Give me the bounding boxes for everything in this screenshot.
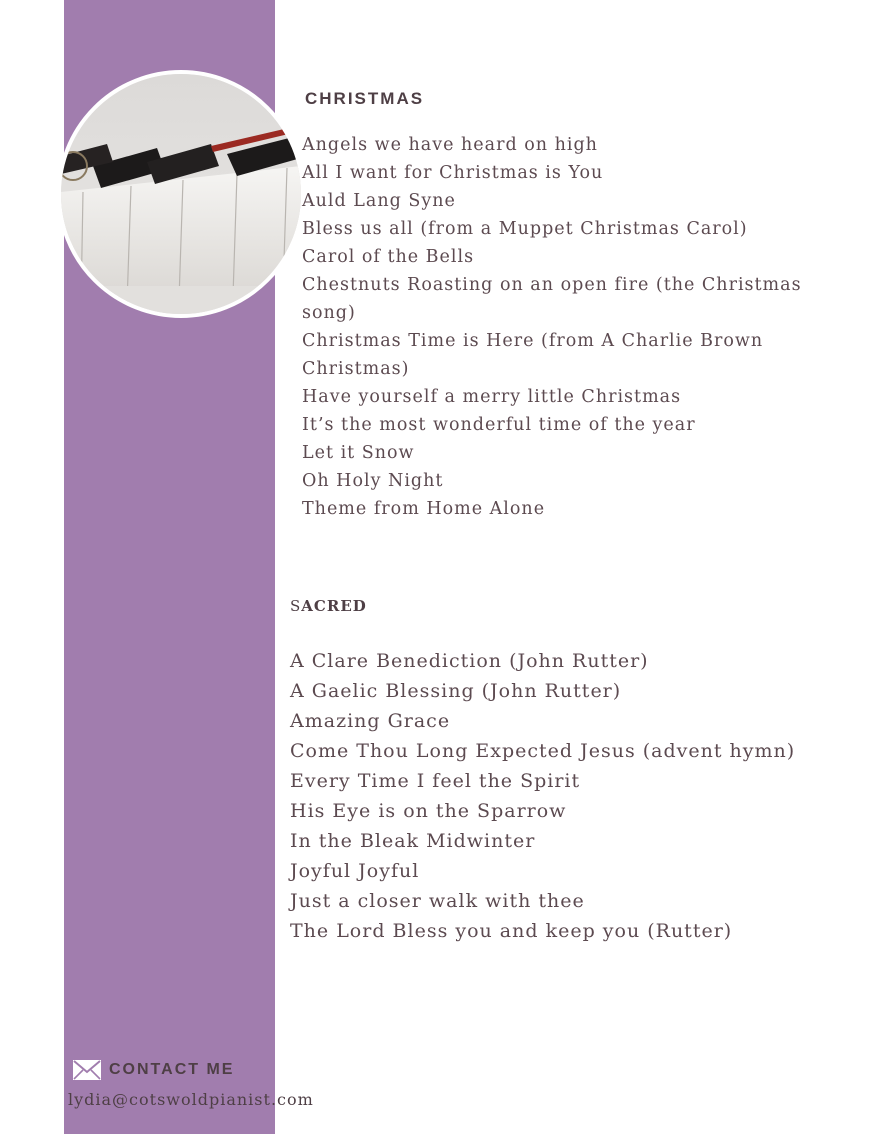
email-link[interactable]: lydia@cotswoldpianist.com (68, 1090, 314, 1109)
list-item: Just a closer walk with thee (290, 890, 585, 912)
list-item: Bless us all (from a Muppet Christmas Carol) (302, 219, 748, 239)
list-item: Carol of the Bells (302, 247, 475, 267)
list-item: Joyful Joyful (290, 860, 420, 882)
piano-keys-photo (57, 70, 305, 318)
list-item: Come Thou Long Expected Jesus (advent hymn) (290, 740, 796, 762)
sacred-song-list (290, 646, 850, 946)
envelope-icon (73, 1060, 101, 1080)
list-item: Oh Holy Night (302, 471, 444, 491)
list-item: It’s the most wonderful time of the year (302, 415, 696, 435)
list-item: All I want for Christmas is You (302, 163, 604, 183)
list-item: Chestnuts Roasting on an open fire (the Christmas song) (302, 275, 802, 323)
list-item: A Gaelic Blessing (John Rutter) (290, 680, 622, 702)
list-item: Amazing Grace (290, 710, 451, 732)
list-item: A Clare Benediction (John Rutter) (290, 650, 649, 672)
sacred-title-rest: ACRED (301, 597, 367, 615)
list-item: Have yourself a merry little Christmas (302, 387, 682, 407)
list-item: His Eye is on the Sparrow (290, 800, 567, 822)
christmas-song-list (302, 131, 802, 523)
christmas-section-title: CHRISTMAS (305, 89, 425, 108)
contact-heading (73, 1060, 234, 1080)
list-item: The Lord Bless you and keep you (Rutter) (290, 920, 733, 942)
sacred-section-title (290, 597, 367, 615)
list-item: Every Time I feel the Spirit (290, 770, 581, 792)
list-item: Theme from Home Alone (302, 499, 546, 519)
sacred-title-initial: S (290, 597, 302, 615)
list-item: Christmas Time is Here (from A Charlie Brown Christmas) (302, 331, 764, 379)
list-item: Angels we have heard on high (302, 135, 598, 155)
contact-label: CONTACT ME (109, 1061, 235, 1078)
list-item: In the Bleak Midwinter (290, 830, 536, 852)
list-item: Let it Snow (302, 443, 415, 463)
list-item: Auld Lang Syne (302, 191, 456, 211)
